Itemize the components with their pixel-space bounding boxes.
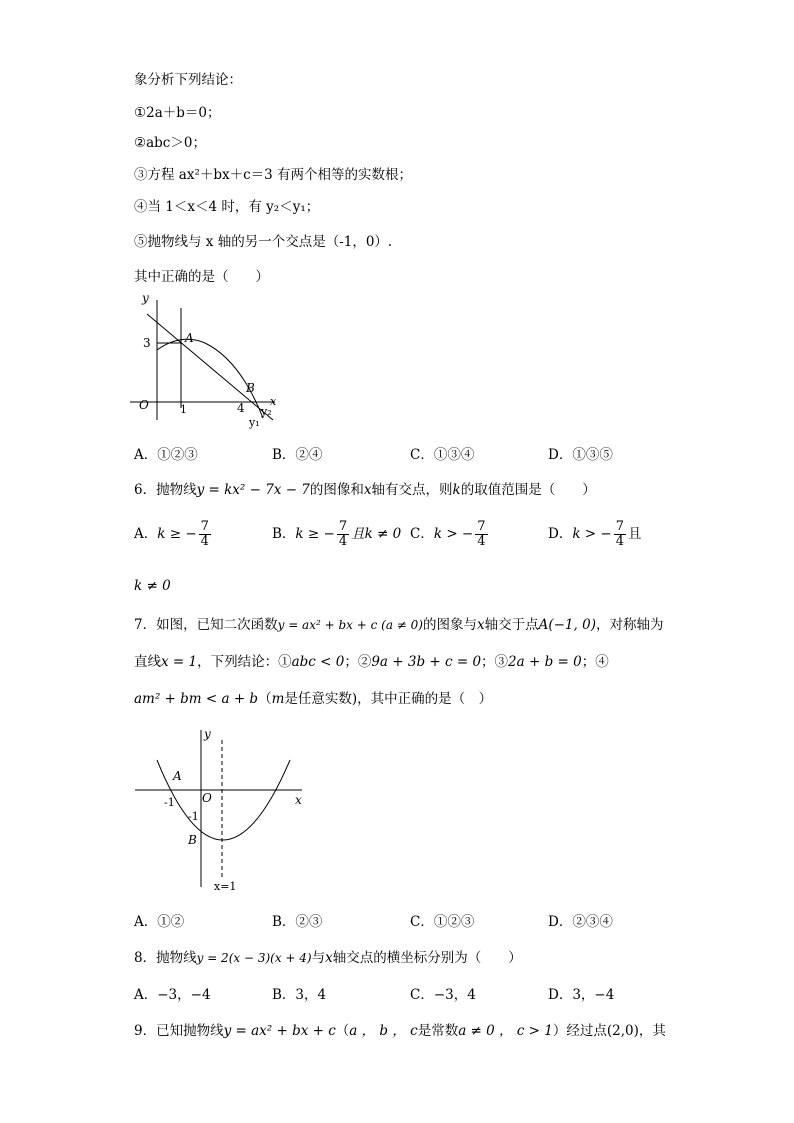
q7-option-c[interactable]: C．①②③ [410, 914, 475, 930]
q8-option-d[interactable]: D．3，−4 [548, 987, 615, 1003]
q9-formula: y = ax² + bx + c [223, 1023, 336, 1039]
q6-opt-b-den: 4 [338, 534, 348, 549]
q6-post: 的取值范围是（ ） [460, 482, 596, 498]
q5-point-b: B [246, 381, 255, 395]
q6-opt-b-post: 且k ≠ 0 [351, 526, 402, 542]
q9-post: ，其 [638, 1023, 666, 1039]
q6-opt-a-num: 7 [200, 519, 209, 534]
q5-option-c[interactable]: C．①③④ [410, 447, 475, 463]
q5-statement-2: ②abc＞0； [134, 135, 206, 151]
q7-l1-mid: 的图象与 [422, 617, 477, 633]
q6-stem [134, 478, 596, 498]
q5-origin-label: O [139, 398, 149, 412]
q7-line-2 [134, 650, 609, 670]
q6-opt-c-label: C． [410, 526, 434, 542]
q7-l2-mid: ，下列结论：① [197, 654, 292, 670]
q5-y1-label: y₁ [249, 416, 260, 429]
q6-opt-a-label: A． [134, 526, 158, 542]
q8-x: x [325, 950, 333, 966]
q9-point: (2,0) [606, 1023, 639, 1039]
q5-prompt: 其中正确的是（ ） [134, 269, 269, 285]
q7-l3-formula: am² + bm < a + b [134, 691, 259, 707]
q6-pre: 6．抛物线 [134, 482, 197, 498]
q5-line-y2 [147, 314, 273, 420]
q6-k: k [452, 482, 461, 498]
q6-formula: y = kx² − 7x − 7 [196, 482, 310, 498]
q7-y-label: y [204, 727, 211, 741]
q9-pre: 9．已知抛物线 [134, 1023, 224, 1039]
q7-l2-s2: ；② [344, 654, 372, 670]
q6-opt-d-expr: k > − [572, 526, 612, 542]
q9-cond: a ≠ 0 ， c > 1 [458, 1023, 553, 1039]
q7-axis-label: x=1 [214, 880, 237, 893]
q9-mid2: 是常数 [417, 1023, 459, 1039]
q7-neg1-x: -1 [164, 796, 175, 809]
q5-statement-1: ①2a＋b＝0； [134, 105, 221, 121]
q7-point-a: A [173, 769, 182, 783]
q7-x-label: x [295, 793, 302, 807]
q7-l2-s3: ；③ [481, 654, 509, 670]
q6-opt-b-expr: k ≥ − [295, 526, 335, 542]
q6-option-c[interactable] [410, 520, 490, 549]
q5-y-label: y [142, 291, 149, 305]
q7-l2-formula: x = 1 [161, 654, 198, 670]
q7-l3-m: m [271, 691, 285, 707]
q7-l1-x: x [476, 617, 485, 633]
q5-label-3: 3 [143, 336, 151, 350]
q6-opt-c-fraction [475, 520, 487, 549]
q8-mid: 与 [311, 950, 326, 966]
q9-mid: （ [335, 1023, 350, 1039]
q8-post: 轴交点的横坐标分别为（ ） [332, 950, 522, 966]
q6-option-a[interactable] [134, 520, 213, 549]
q5-label-1: 1 [180, 403, 187, 416]
q6-opt-b-fraction [337, 520, 349, 549]
q9-mid3: ）经过点 [552, 1023, 607, 1039]
q5-y2-label: y₂ [261, 405, 272, 418]
q5-parabola-y1 [157, 339, 263, 418]
q5-graph [125, 288, 295, 434]
q8-pre: 8．抛物线 [134, 950, 197, 966]
q6-opt-d-post: 且 [628, 526, 642, 542]
q5-option-d[interactable]: D．①③⑤ [548, 447, 613, 463]
q7-l1-point: A(−1, 0) [538, 617, 596, 633]
q7-l2-c1: abc < 0 [291, 654, 345, 670]
q7-l2-c3: 2a + b = 0 [508, 654, 582, 670]
q6-opt-a-den: 4 [200, 534, 209, 549]
q6-opt-b-num: 7 [338, 519, 348, 534]
q7-l1-post: ，对称轴为 [595, 617, 664, 633]
q5-x-label: x [270, 395, 277, 408]
q6-mid2: 轴有交点，则 [371, 482, 453, 498]
q6-x: x [363, 482, 372, 498]
q6-opt-d-label: D． [548, 526, 573, 542]
q8-formula: y = 2(x − 3)(x + 4) [196, 951, 312, 965]
q7-l3-mid: （ [258, 691, 272, 707]
q5-statement-3: ③方程 ax²＋bx＋c＝3 有两个相等的实数根； [134, 167, 413, 183]
q6-opt-b-label: B． [272, 526, 296, 542]
q7-l1-mid2: 轴交于点 [484, 617, 539, 633]
q8-stem [134, 946, 522, 966]
q7-l2-pre: 直线 [134, 654, 161, 670]
q5-statement-4: ④当 1＜x＜4 时，有 y₂＜y₁； [134, 199, 320, 215]
q9-vars: a ， b ， c [349, 1023, 418, 1039]
q5-intro: 象分析下列结论： [134, 72, 242, 88]
q6-opt-c-den: 4 [477, 534, 486, 549]
q7-neg1-y: -1 [188, 810, 199, 823]
q7-option-a[interactable]: A．①② [134, 914, 185, 930]
q5-option-a[interactable]: A．①②③ [134, 447, 198, 463]
q6-option-d-wrap: k ≠ 0 [134, 578, 171, 594]
q7-line-3 [134, 687, 492, 707]
q7-origin-label: O [202, 791, 212, 805]
q6-opt-a-expr: k ≥ − [157, 526, 197, 542]
q6-opt-a-fraction [199, 520, 211, 549]
q7-point-b: B [188, 833, 197, 847]
q8-option-c[interactable]: C．−3，4 [410, 987, 476, 1003]
q7-graph [130, 722, 310, 897]
q6-opt-c-expr: k > − [433, 526, 474, 542]
q7-line-1 [134, 613, 663, 633]
q7-l1-formula: y = ax² + bx + c (a ≠ 0) [277, 618, 423, 632]
q7-l3-post: 是任意实数)，其中正确的是（ ） [284, 691, 493, 707]
q6-option-b[interactable] [272, 520, 401, 549]
q6-opt-c-num: 7 [477, 519, 486, 534]
q8-option-b[interactable]: B．3，4 [272, 987, 327, 1003]
q8-option-a[interactable]: A．−3，−4 [134, 987, 211, 1003]
q7-l2-s4: ；④ [581, 654, 609, 670]
q6-mid: 的图像和 [309, 482, 364, 498]
q6-opt-d-fraction [614, 520, 626, 549]
q6-opt-d-den: 4 [615, 534, 624, 549]
q9-stem [134, 1019, 666, 1039]
q5-point-a: A [185, 331, 194, 345]
q5-option-b[interactable]: B．②④ [272, 447, 323, 463]
q6-opt-d-num: 7 [615, 519, 624, 534]
q7-l1-pre: 7．如图，已知二次函数 [134, 617, 278, 633]
q5-label-4: 4 [237, 401, 245, 415]
q5-statement-5: ⑤抛物线与 x 轴的另一个交点是（-1，0）. [134, 234, 393, 250]
q7-option-b[interactable]: B．②③ [272, 914, 323, 930]
q7-option-d[interactable]: D．②③④ [548, 914, 613, 930]
q7-l2-c2: 9a + 3b + c = 0 [371, 654, 482, 670]
q6-option-d[interactable] [548, 520, 642, 549]
